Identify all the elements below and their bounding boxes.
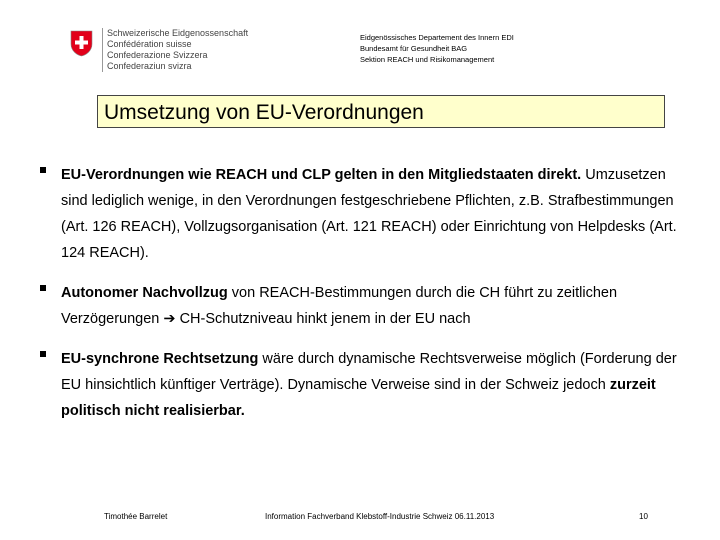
bullet-3-lead: EU-synchrone Rechtsetzung xyxy=(61,351,259,367)
confederation-name-de: Schweizerische Eidgenossenschaft xyxy=(107,28,249,38)
right-arrow-icon: ➔ xyxy=(163,311,176,327)
bullet-2-conclusion: CH-Schutzniveau hinkt jenem in der EU nach xyxy=(175,311,471,327)
bullet-item-1 xyxy=(40,162,680,266)
bullet-1-body: Umzusetzen sind lediglich wenige, in den Verordnungen festgeschriebene Pflichten, z.B. Strafbestimmungen (Art. 126 REACH), Vollzugsorganisation (Art. 121 REACH) oder Einrichtung von Helpdesks (Art. 124 REACH). xyxy=(61,167,677,261)
confederation-name-rm: Confederaziun svizra xyxy=(107,61,192,71)
confederation-name-fr: Confédération suisse xyxy=(107,39,192,49)
department-line: Eidgenössisches Departement des Innern EDI xyxy=(360,33,514,42)
bullet-text-3 xyxy=(61,346,680,424)
department-info xyxy=(360,32,514,65)
swiss-shield-icon xyxy=(70,30,93,57)
bullet-item-3 xyxy=(40,346,680,424)
bullet-text-1 xyxy=(61,162,680,266)
page-number: 10 xyxy=(639,512,648,521)
bullet-2-body: von REACH-Bestimmungen durch die CH führt zu zeitlichen Verzögerungen xyxy=(61,285,618,327)
office-line: Bundesamt für Gesundheit BAG xyxy=(360,44,468,53)
footer-author: Timothée Barrelet xyxy=(104,512,168,521)
bullet-3-body: wäre durch dynamische Rechtsverweise möglich (Forderung der EU hinsichtlich künftiger Verträge). Dynamische Verweise sind in der Schweiz jedoch xyxy=(61,351,677,393)
confederation-names xyxy=(102,28,248,72)
confederation-name-it: Confederazione Svizzera xyxy=(107,50,208,60)
square-bullet-icon xyxy=(40,351,46,357)
bullet-1-lead: EU-Verordnungen wie REACH und CLP gelten in den Mitgliedstaaten direkt. xyxy=(61,167,582,183)
slide-title-box xyxy=(97,95,665,128)
bullet-text-2 xyxy=(61,280,680,332)
footer-event: Information Fachverband Klebstoff-Industrie Schweiz 06.11.2013 xyxy=(265,512,495,521)
square-bullet-icon xyxy=(40,167,46,173)
bullet-3-tail: zurzeit politisch nicht realisierbar. xyxy=(61,377,656,419)
bullet-list xyxy=(40,162,680,438)
square-bullet-icon xyxy=(40,285,46,291)
bullet-item-2 xyxy=(40,280,680,332)
bullet-2-lead: Autonomer Nachvollzug xyxy=(61,285,228,301)
section-line: Sektion REACH und Risikomanagement xyxy=(360,55,495,64)
slide-title: Umsetzung von EU-Verordnungen xyxy=(104,101,424,124)
